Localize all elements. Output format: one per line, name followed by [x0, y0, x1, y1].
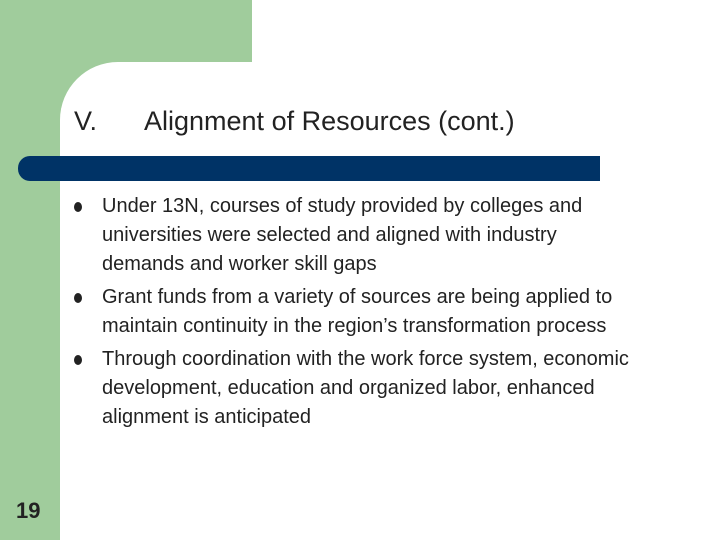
left-green-band	[0, 0, 60, 540]
bullet-icon	[74, 355, 82, 365]
title-number: V.	[74, 106, 98, 136]
bullet-text: Through coordination with the work force system, economic development, education and organized labor, enhanced alignment is anticipated	[102, 348, 629, 428]
title-text: Alignment of Resources (cont.)	[144, 106, 515, 136]
list-item	[74, 192, 634, 279]
list-item	[74, 283, 634, 341]
title-divider-bar	[18, 156, 600, 181]
bullet-icon	[74, 293, 82, 303]
top-green-band	[60, 0, 252, 62]
list-item	[74, 345, 634, 432]
bullet-icon	[74, 202, 82, 212]
page-number: 19	[16, 498, 41, 523]
bullet-text: Grant funds from a variety of sources are being applied to maintain continuity in the region’s transformation process	[102, 286, 613, 337]
bullet-text: Under 13N, courses of study provided by colleges and universities were selected and aligned with industry demands and worker skill gaps	[102, 195, 583, 275]
bullet-list	[74, 192, 634, 436]
